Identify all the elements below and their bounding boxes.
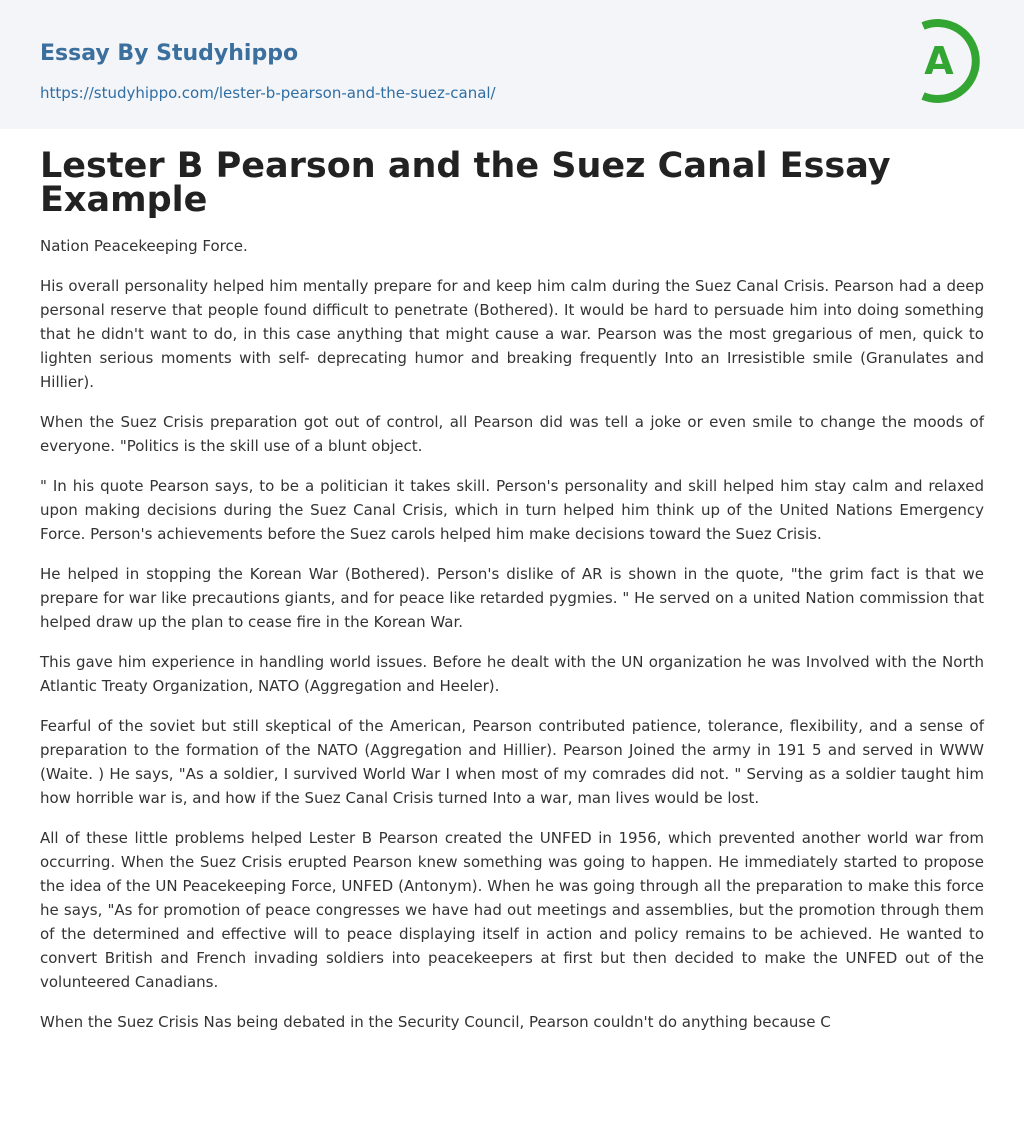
paragraph: All of these little problems helped Lester B Pearson created the UNFED in 1956, which prevented another world war from occurring. When the Suez Crisis erupted Pearson knew something was going to happen. He immediately started to propose the idea of the UN Peacekeeping Force, UNFED (Antonym). When he was going through all the preparation to make this force he says, "As for promotion of peace congresses we have had out meetings and assemblies, but the promotion through them of the determined and effective will to peace displaying itself in action and policy remains to be achieved. He wanted to convert British and French invading soldiers into peacekeepers at first but then decided to make the UNFED out of the volunteered Canadians.: [40, 829, 984, 991]
article-body: [40, 234, 984, 1034]
paragraph: He helped in stopping the Korean War (Bothered). Person's dislike of AR is shown in the quote, "the grim fact is that we prepare for war like precautions giants, and for peace like retarded pygmies. " He served on a united Nation commission that helped draw up the plan to cease fire in the Korean War.: [40, 565, 984, 631]
page-url-link[interactable]: https://studyhippo.com/lester-b-pearson-and-the-suez-canal/: [40, 84, 496, 102]
paragraph: When the Suez Crisis Nas being debated in the Security Council, Pearson couldn't do anything because C: [40, 1013, 831, 1031]
article: [0, 129, 1024, 1034]
paragraph: Nation Peacekeeping Force.: [40, 237, 248, 255]
logo-letter: A: [924, 39, 954, 83]
paragraph: When the Suez Crisis preparation got out of control, all Pearson did was tell a joke or even smile to change the moods of everyone. "Politics is the skill use of a blunt object.: [40, 413, 984, 455]
paragraph: This gave him experience in handling world issues. Before he dealt with the UN organization he was Involved with the North Atlantic Treaty Organization, NATO (Aggregation and Heeler).: [40, 653, 984, 695]
article-title: Lester B Pearson and the Suez Canal Essay Example: [40, 146, 891, 220]
studyhippo-logo-icon[interactable]: [903, 16, 993, 106]
paragraph: Fearful of the soviet but still skeptical of the American, Pearson contributed patience, tolerance, flexibility, and a sense of preparation to the formation of the NATO (Aggregation and Hillier). Pearson Joined the army in 191 5 and served in WWW (Waite. ) He says, "As a soldier, I survived World War I when most of my comrades did not. " Serving as a soldier taught him how horrible war is, and how if the Suez Canal Crisis turned Into a war, man lives would be lost.: [40, 717, 984, 807]
brand-title[interactable]: Essay By Studyhippo: [40, 41, 299, 66]
paragraph: " In his quote Pearson says, to be a politician it takes skill. Person's personality and skill helped him stay calm and relaxed upon making decisions during the Suez Canal Crisis, which in turn helped him think up of the United Nations Emergency Force. Person's achievements before the Suez carols helped him make decisions toward the Suez Crisis.: [40, 477, 984, 543]
paragraph: His overall personality helped him mentally prepare for and keep him calm during the Suez Canal Crisis. Pearson had a deep personal reserve that people found difficult to penetrate (Bothered). It would be hard to persuade him into doing something that he didn't want to do, in this case anything that might cause a war. Pearson was the most gregarious of men, quick to lighten serious moments with self- deprecating humor and breaking frequently Into an Irresistible smile (Granulates and Hillier).: [40, 277, 984, 391]
site-header: [0, 0, 1024, 129]
